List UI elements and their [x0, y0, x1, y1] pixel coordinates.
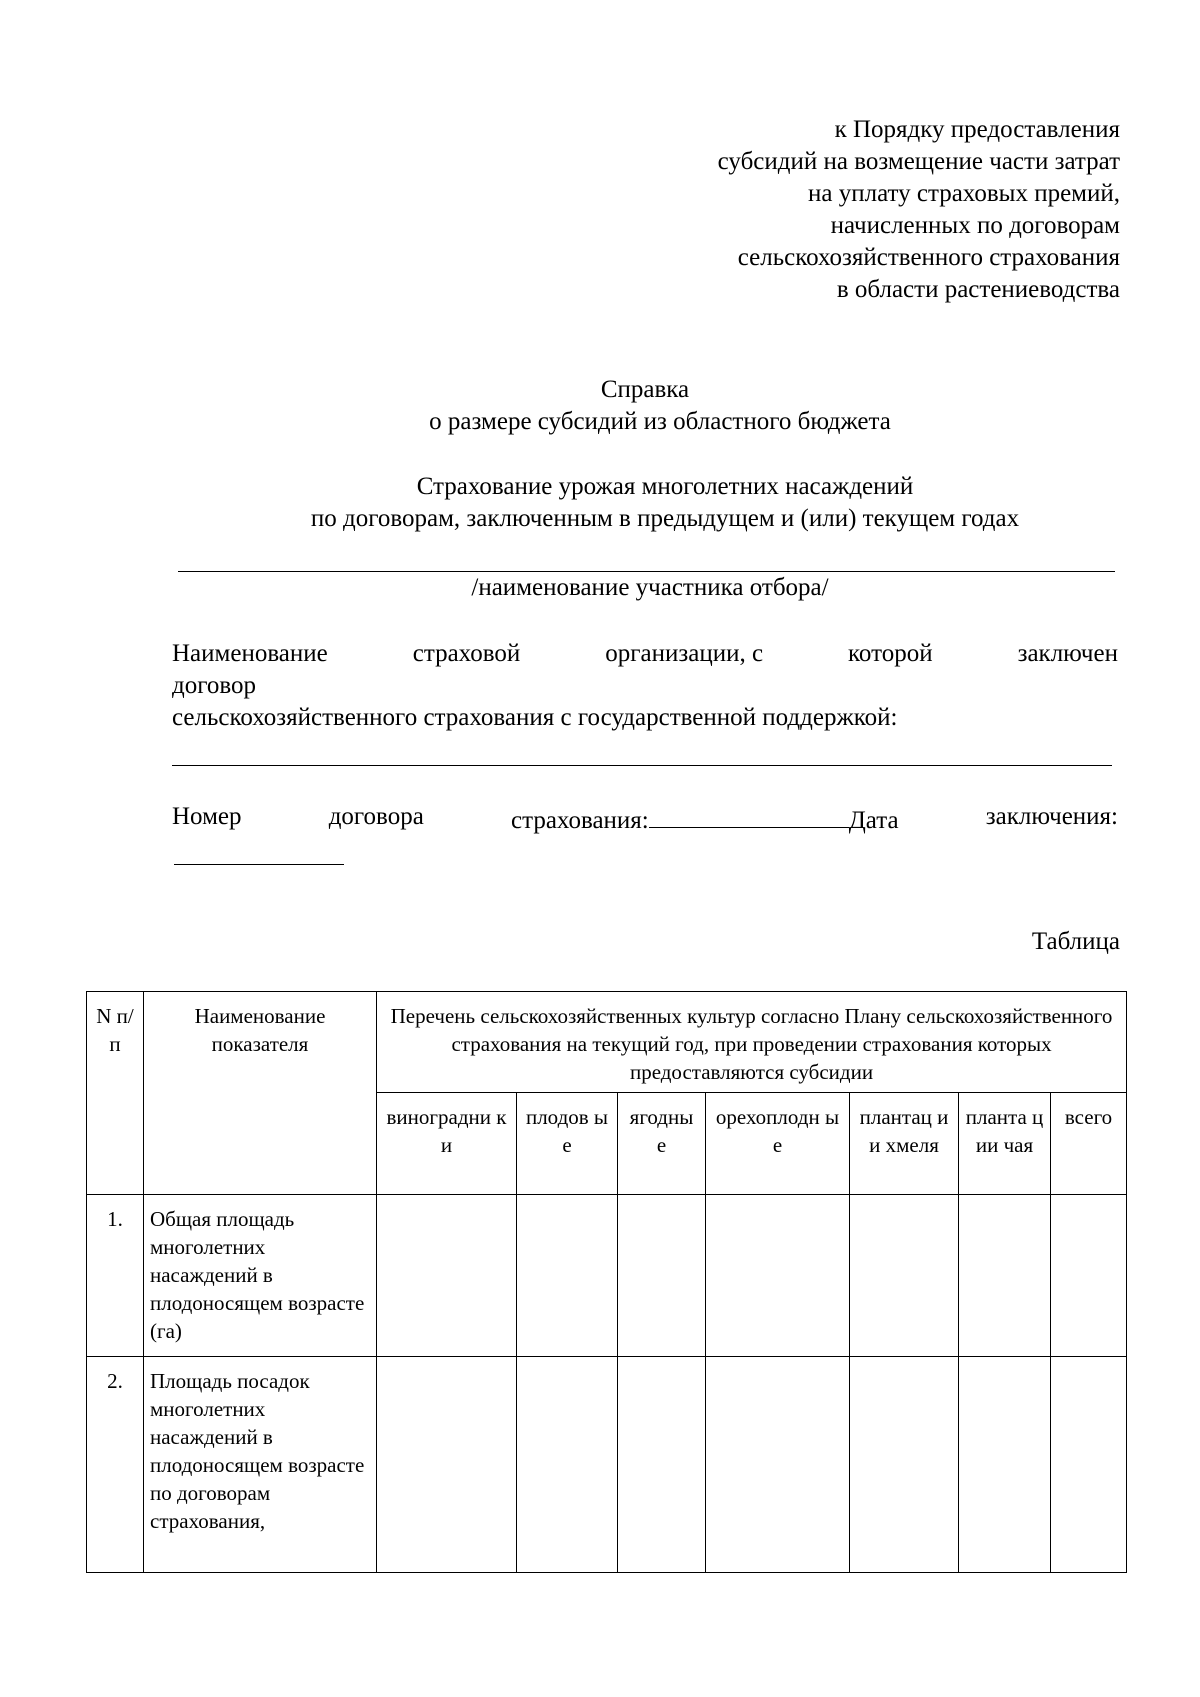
insurer-line-1	[172, 638, 1118, 670]
table-header-row	[87, 992, 1127, 1093]
row-number: 2.	[87, 1357, 144, 1573]
table-cell[interactable]	[959, 1195, 1051, 1357]
crops-group-header: Перечень сельскохозяйственных культур согласно Плану сельскохозяйственного страхования на текущий год, при проведении страхования которых предоставляются субсидии	[377, 992, 1127, 1093]
contract-number-label: страхования:	[511, 807, 649, 834]
insurance-type-line: Страхование урожая многолетних насаждений	[416, 473, 914, 500]
crop-header: планта ции чая	[959, 1093, 1051, 1195]
table-cell[interactable]	[850, 1195, 959, 1357]
table-cell[interactable]	[618, 1357, 706, 1573]
insurer-word: которой	[848, 640, 933, 667]
table-cell[interactable]	[517, 1195, 618, 1357]
insurer-word: заключен	[1017, 640, 1118, 667]
header-line: на уплату страховых премий,	[808, 180, 1120, 207]
row-indicator: Площадь посадок многолетних насаждений в плодоносящем возрасте по договорам страхования,	[144, 1357, 377, 1573]
crop-header: плодов ые	[517, 1093, 618, 1195]
insurer-word: Наименование	[172, 640, 328, 667]
table-cell[interactable]	[517, 1357, 618, 1573]
table-cell[interactable]	[1051, 1195, 1127, 1357]
table-cell[interactable]	[850, 1357, 959, 1573]
contract-paragraph	[172, 801, 1118, 837]
participant-name-field[interactable]	[178, 571, 1115, 572]
insurer-line-3: сельскохозяйственного страхования с государственной поддержкой:	[172, 704, 898, 731]
contract-word: договора	[328, 803, 424, 830]
header-block	[500, 114, 1120, 306]
contract-number-field[interactable]	[649, 801, 849, 828]
table-cell[interactable]	[706, 1195, 850, 1357]
contract-date-field[interactable]	[174, 864, 344, 865]
header-line: к Порядку предоставления	[834, 116, 1120, 143]
crop-header: всего	[1051, 1093, 1127, 1195]
crop-header: ягодны е	[618, 1093, 706, 1195]
table-cell[interactable]	[377, 1195, 517, 1357]
insurer-word: страховой	[412, 640, 521, 667]
header-line: в области растениеводства	[836, 276, 1120, 303]
insurer-name-field[interactable]	[172, 765, 1112, 766]
col-name-header: Наименование показателя	[144, 992, 377, 1195]
row-indicator: Общая площадь многолетних насаждений в плодоносящем возрасте (га)	[144, 1195, 377, 1357]
insurer-line-2: договор	[172, 672, 256, 699]
subsidy-table	[86, 991, 1127, 1573]
crop-header: виноградни ки	[377, 1093, 517, 1195]
table-cell[interactable]	[618, 1195, 706, 1357]
row-number: 1.	[87, 1195, 144, 1357]
insurance-type-line: по договорам, заключенным в предыдущем и (или) текущем годах	[310, 505, 1020, 532]
insurer-paragraph	[172, 638, 1118, 734]
contract-date-label: заключения:	[985, 803, 1118, 830]
document-subtitle: о размере субсидий из областного бюджета	[429, 408, 891, 435]
table-cell[interactable]	[1051, 1357, 1127, 1573]
contract-word: Номер	[172, 803, 242, 830]
document-title: Справка	[600, 376, 690, 403]
table-row	[87, 1195, 1127, 1357]
contract-line	[172, 801, 1118, 837]
insurer-word: организации, с	[605, 640, 764, 667]
contract-number-group	[511, 801, 899, 837]
header-line: начисленных по договорам	[830, 212, 1120, 239]
table-cell[interactable]	[706, 1357, 850, 1573]
crop-header: плантац ии хмеля	[850, 1093, 959, 1195]
col-num-header: N п/п	[87, 992, 144, 1195]
table-caption: Таблица	[1031, 928, 1120, 955]
header-line: сельскохозяйственного страхования	[737, 244, 1120, 271]
contract-date-word: Дата	[848, 807, 899, 834]
table-cell[interactable]	[959, 1357, 1051, 1573]
crop-header: орехоплодн ые	[706, 1093, 850, 1195]
header-line: субсидий на возмещение части затрат	[717, 148, 1120, 175]
table-cell[interactable]	[377, 1357, 517, 1573]
table-row	[87, 1357, 1127, 1573]
participant-caption: /наименование участника отбора/	[471, 574, 829, 601]
